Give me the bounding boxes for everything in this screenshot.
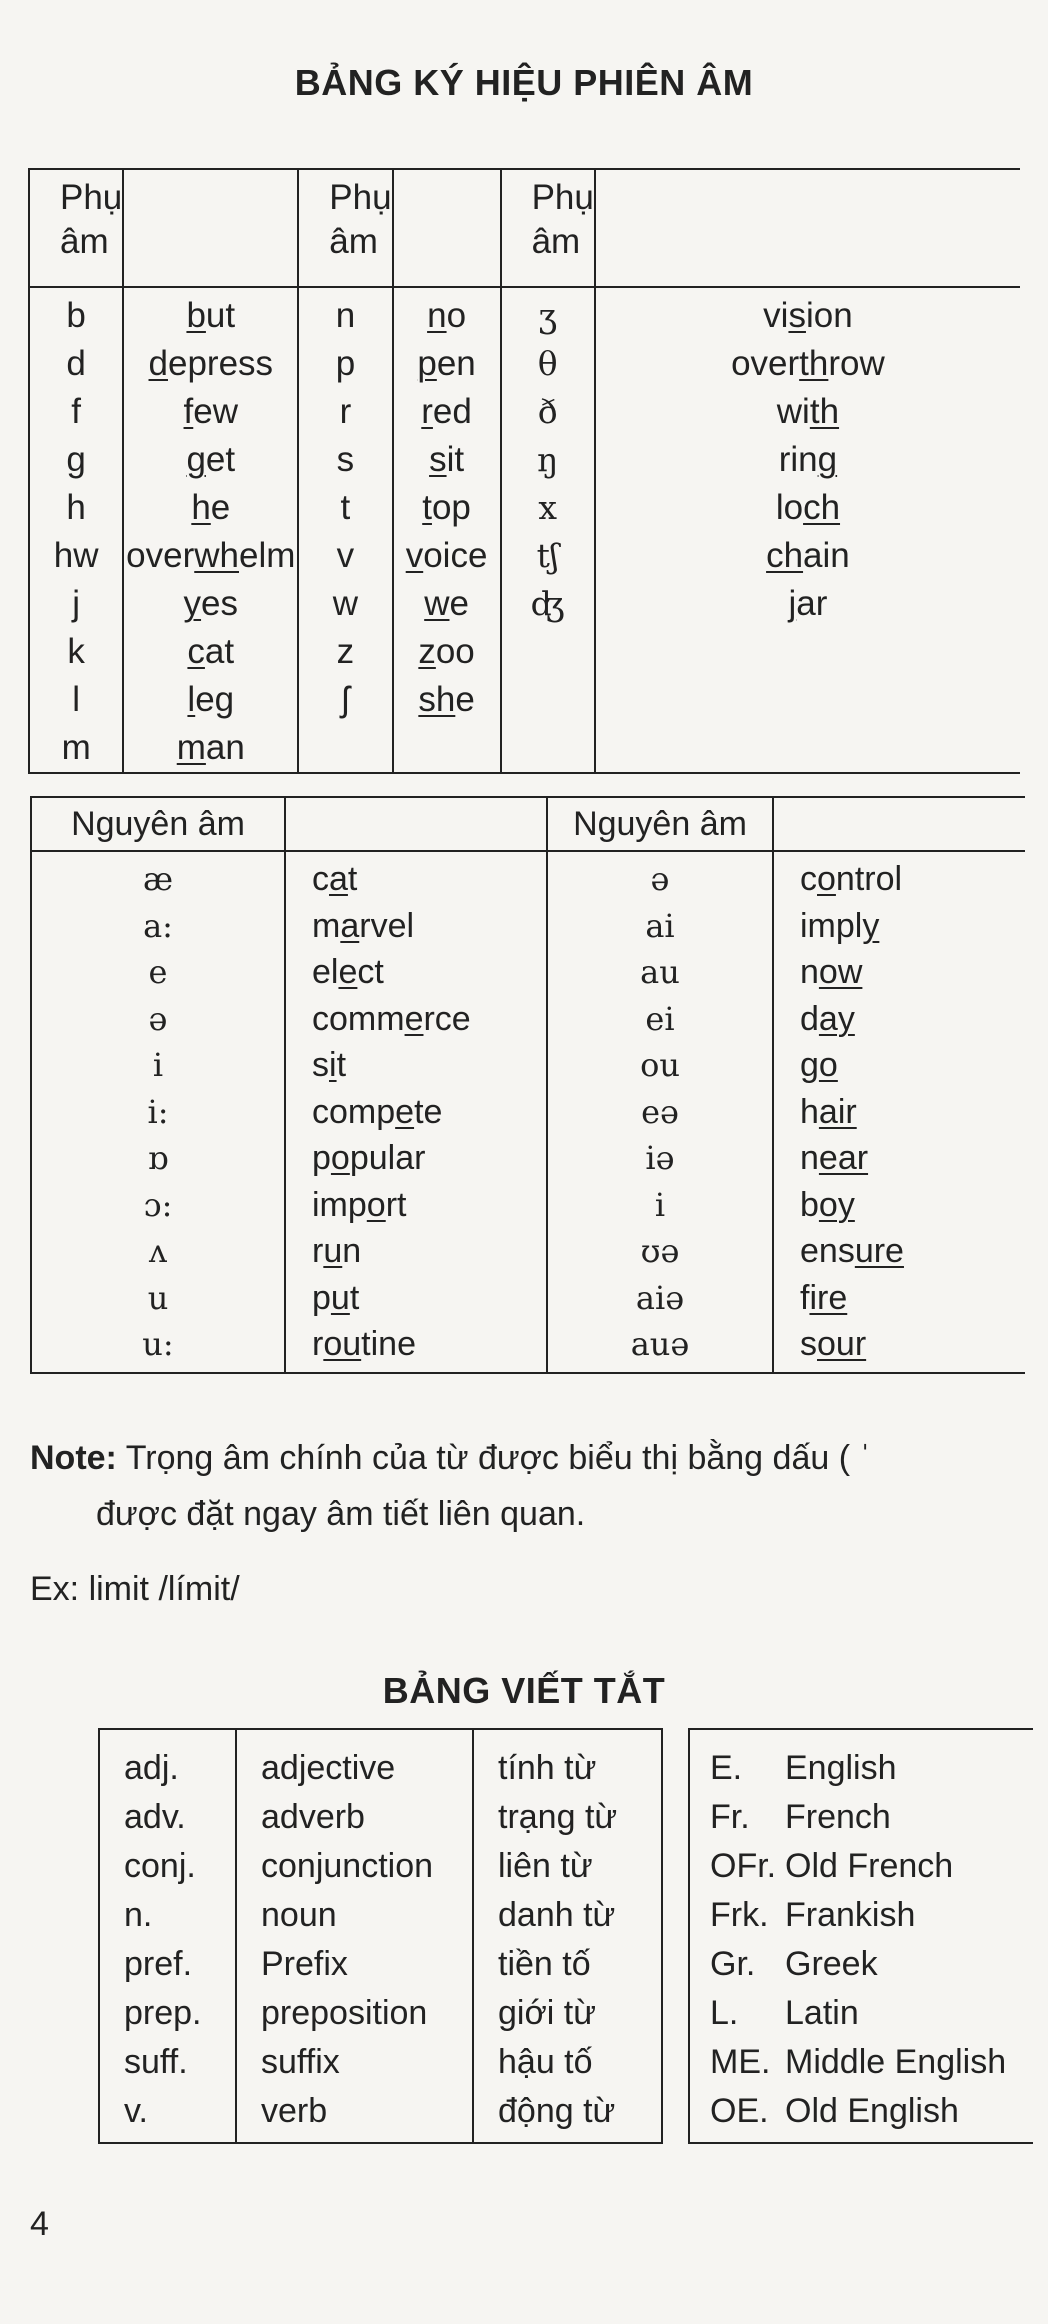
- example-underlined-part: air: [818, 1092, 857, 1131]
- consonant-header-2: Phụ âm: [298, 169, 392, 287]
- example-underlined-part: r: [421, 392, 433, 431]
- example-underlined-part: t: [422, 488, 432, 527]
- example-underlined-part: v: [405, 536, 424, 575]
- list-item: f: [71, 392, 81, 431]
- list-item: t: [340, 488, 351, 527]
- list-item: conjunction: [261, 1847, 434, 1885]
- example-word: top: [422, 488, 471, 527]
- example-underlined-part: m: [176, 728, 206, 767]
- list-item: aiə: [635, 1278, 685, 1317]
- example-word: ring: [778, 440, 838, 479]
- example-underlined-part: l: [187, 680, 196, 719]
- list-item: i: [654, 1185, 666, 1224]
- list-item: k: [67, 632, 85, 671]
- list-item: ð: [537, 392, 558, 431]
- note-line-1: Trọng âm chính của từ được biểu thị bằng dấu ( ˈ: [125, 1439, 871, 1477]
- list-item: tính từ: [498, 1749, 597, 1787]
- list-item: r: [339, 392, 352, 431]
- list-item: liên từ: [498, 1847, 593, 1885]
- example-word: sour: [800, 1325, 867, 1363]
- list-item: adjective: [261, 1749, 396, 1787]
- list-item: OFr.: [710, 1847, 777, 1885]
- example-underlined-part: j: [788, 584, 797, 623]
- example-word: jar: [788, 584, 828, 623]
- example-word: cat: [312, 860, 358, 898]
- example-underlined-part: s: [429, 440, 447, 479]
- example-word: few: [183, 392, 239, 431]
- list-item: x: [538, 488, 558, 527]
- list-item: n: [335, 296, 356, 335]
- list-item: trạng từ: [498, 1798, 618, 1836]
- example-underlined-part: w: [424, 584, 450, 623]
- list-item: conj.: [124, 1847, 196, 1885]
- list-item: Old English: [785, 2092, 959, 2130]
- example-word: vision: [763, 296, 853, 335]
- consonant-symbols-2: [298, 287, 392, 773]
- example-word: overthrow: [731, 344, 885, 383]
- example-word: sit: [429, 440, 465, 479]
- page-number: 4: [30, 2205, 49, 2243]
- language-name-column: [781, 1729, 1033, 2143]
- list-item: θ: [537, 344, 558, 383]
- example-underlined-part: p: [417, 344, 437, 383]
- list-item: ə: [148, 999, 168, 1038]
- example-underlined-part: a: [340, 906, 360, 945]
- example-underlined-part: ure: [854, 1232, 904, 1270]
- consonant-examples-2: [393, 287, 501, 773]
- list-item: noun: [261, 1896, 337, 1934]
- example-underlined-part: e: [338, 953, 358, 991]
- example-word: chain: [766, 536, 850, 575]
- list-item: auə: [630, 1325, 690, 1363]
- example-word: imply: [800, 906, 880, 945]
- abbr-short-column: [99, 1729, 236, 2143]
- vowel-examples-2: [773, 851, 1025, 1373]
- consonant-symbols-3: [501, 287, 595, 773]
- language-table: [688, 1728, 1033, 2144]
- example-word: we: [424, 584, 469, 623]
- example-underlined-part: n: [427, 296, 447, 335]
- list-item: b: [66, 296, 86, 335]
- list-item: Latin: [785, 1994, 859, 2032]
- list-item: ʒ: [538, 296, 558, 335]
- vowel-examples-1: [285, 851, 547, 1373]
- example-word: depress: [148, 344, 274, 383]
- list-item: ɒ: [147, 1139, 169, 1177]
- example-underlined-part: y: [862, 906, 880, 945]
- example-word: she: [418, 680, 475, 719]
- consonant-header-blank-3: [595, 169, 1020, 287]
- list-item: i:: [147, 1092, 169, 1131]
- list-item: au: [640, 953, 680, 991]
- example-underlined-part: a: [329, 860, 348, 898]
- abbreviation-table-title: BẢNG VIẾT TẮT: [382, 1670, 666, 1711]
- example-word: now: [800, 953, 863, 991]
- consonant-table: [28, 168, 1020, 774]
- list-item: v.: [124, 2092, 148, 2130]
- example-word: elect: [312, 953, 384, 991]
- list-item: ʃ: [341, 680, 350, 719]
- list-item: động từ: [498, 2092, 616, 2130]
- example-underlined-part: o: [330, 1139, 350, 1177]
- example-underlined-part: e: [395, 1092, 415, 1131]
- list-item: Middle English: [785, 2043, 1007, 2081]
- consonant-examples-3: [595, 287, 1020, 773]
- vowel-symbols-1: [31, 851, 285, 1373]
- list-item: w: [332, 584, 359, 623]
- example-underlined-part: i: [329, 1046, 337, 1084]
- list-item: tiền tố: [498, 1945, 591, 1983]
- list-item: OE.: [710, 2092, 769, 2130]
- consonant-header-3: Phụ âm: [501, 169, 595, 287]
- list-item: n.: [124, 1896, 153, 1934]
- example-underlined-part: sh: [418, 680, 456, 719]
- vowel-header-1: Nguyên âm: [31, 797, 285, 851]
- list-item: j: [72, 584, 81, 623]
- list-item: Fr.: [710, 1798, 750, 1836]
- list-item: English: [785, 1749, 897, 1787]
- example-word: overwhelm: [126, 536, 296, 575]
- example-underlined-part: b: [186, 296, 206, 335]
- example-word: import: [312, 1185, 407, 1224]
- vowel-symbols-2: [547, 851, 773, 1373]
- list-item: tʃ: [536, 536, 559, 575]
- list-item: verb: [261, 2092, 328, 2130]
- list-item: L.: [710, 1994, 739, 2032]
- list-item: danh từ: [498, 1896, 616, 1934]
- example-word: man: [176, 728, 245, 767]
- list-item: giới từ: [498, 1994, 596, 2032]
- vowel-table: [30, 796, 1025, 1374]
- list-item: eə: [641, 1092, 679, 1131]
- list-item: ʊə: [640, 1232, 680, 1270]
- example-word: get: [186, 440, 236, 479]
- example-word: sit: [312, 1046, 347, 1084]
- example-underlined-part: z: [418, 632, 436, 671]
- example-word: run: [312, 1232, 362, 1270]
- example-word: leg: [187, 680, 235, 719]
- note-paragraph: [30, 1430, 1030, 1542]
- example-underlined-part: th: [799, 344, 829, 383]
- example-underlined-part: c: [187, 632, 205, 671]
- list-item: z: [336, 632, 355, 671]
- example-underlined-part: ay: [818, 999, 855, 1038]
- list-item: adj.: [124, 1749, 179, 1787]
- list-item: v: [336, 536, 355, 575]
- abbr-english-column: [236, 1729, 473, 2143]
- list-item: hậu tố: [498, 2043, 593, 2081]
- list-item: a:: [143, 906, 173, 945]
- list-item: ai: [645, 906, 675, 945]
- list-item: adverb: [261, 1798, 365, 1836]
- example-word: marvel: [312, 906, 415, 945]
- example-word: loch: [775, 488, 841, 527]
- example-underlined-part: ch: [803, 488, 841, 527]
- example-underlined-part: ow: [818, 953, 863, 991]
- list-item: d: [66, 344, 86, 383]
- list-item: ʤ: [530, 584, 565, 623]
- example-underlined-part: th: [809, 392, 840, 431]
- example-underlined-part: wh: [194, 536, 239, 575]
- example-underlined-part: our: [817, 1325, 867, 1363]
- list-item: ei: [645, 999, 675, 1038]
- list-item: s: [336, 440, 355, 479]
- example-word: put: [312, 1278, 360, 1317]
- example-underlined-part: h: [191, 488, 211, 527]
- list-item: Greek: [785, 1945, 878, 1983]
- example-underlined-part: u: [330, 1278, 350, 1317]
- example-word: near: [800, 1139, 869, 1177]
- example-underlined-part: ear: [818, 1139, 869, 1177]
- example-word: but: [186, 296, 236, 335]
- example-underlined-part: o: [818, 1046, 838, 1084]
- example-underlined-part: ou: [323, 1325, 362, 1363]
- consonant-header-blank-2: [393, 169, 501, 287]
- list-item: Prefix: [261, 1945, 348, 1983]
- consonant-header-1: Phụ âm: [29, 169, 123, 287]
- example-word: no: [427, 296, 467, 335]
- example-underlined-part: f: [183, 392, 194, 431]
- example-word: go: [800, 1046, 838, 1084]
- list-item: i: [152, 1046, 164, 1084]
- list-item: Frankish: [785, 1896, 916, 1934]
- list-item: ou: [640, 1046, 680, 1084]
- list-item: Gr.: [710, 1945, 756, 1983]
- example-word: voice: [405, 536, 488, 575]
- list-item: m: [61, 728, 91, 767]
- example-word: fire: [800, 1278, 848, 1317]
- list-item: suffix: [261, 2043, 340, 2081]
- list-item: e: [148, 953, 168, 991]
- consonant-examples-1: [123, 287, 298, 773]
- example-underlined-part: e: [404, 999, 424, 1038]
- list-item: suff.: [124, 2043, 188, 2081]
- list-item: ŋ: [537, 440, 559, 479]
- example-underlined-part: u: [323, 1232, 343, 1270]
- example-word: pen: [417, 344, 476, 383]
- list-item: ə: [650, 860, 670, 898]
- list-item: E.: [710, 1749, 743, 1787]
- example-word: he: [191, 488, 231, 527]
- example-word: day: [800, 999, 855, 1038]
- list-item: hw: [53, 536, 99, 575]
- example-underlined-part: d: [148, 344, 168, 383]
- list-item: æ: [142, 860, 174, 898]
- vowel-header-blank-1: [285, 797, 547, 851]
- example-underlined-part: g: [817, 440, 838, 479]
- vowel-header-blank-2: [773, 797, 1025, 851]
- example-line: Ex: limit /límit/: [30, 1570, 240, 1608]
- example-word: red: [421, 392, 472, 431]
- example-underlined-part: g: [186, 440, 206, 479]
- example-word: routine: [312, 1325, 416, 1363]
- list-item: p: [335, 344, 356, 383]
- example-underlined-part: oy: [818, 1185, 855, 1224]
- list-item: l: [72, 680, 81, 719]
- list-item: ɔ:: [143, 1185, 173, 1224]
- example-word: popular: [312, 1139, 426, 1177]
- list-item: u: [147, 1278, 169, 1317]
- example-underlined-part: y: [183, 584, 202, 623]
- list-item: h: [66, 488, 86, 527]
- example-word: yes: [183, 584, 239, 623]
- note-line-2: được đặt ngay âm tiết liên quan.: [96, 1495, 586, 1533]
- example-word: control: [800, 860, 903, 898]
- example-underlined-part: ire: [809, 1278, 848, 1317]
- list-item: prep.: [124, 1994, 202, 2032]
- example-word: boy: [800, 1185, 855, 1224]
- example-word: ensure: [800, 1232, 904, 1270]
- consonant-symbols-1: [29, 287, 123, 773]
- list-item: French: [785, 1798, 891, 1836]
- list-item: pref.: [124, 1945, 193, 1983]
- consonant-header-blank-1: [123, 169, 298, 287]
- vowel-header-2: Nguyên âm: [547, 797, 773, 851]
- example-underlined-part: s: [788, 296, 806, 335]
- list-item: Frk.: [710, 1896, 769, 1934]
- abbreviation-table: [98, 1728, 663, 2144]
- example-underlined-part: o: [366, 1185, 386, 1224]
- list-item: iə: [645, 1139, 675, 1177]
- example-word: cat: [187, 632, 235, 671]
- language-abbr-column: [689, 1729, 781, 2143]
- abbr-vietnamese-column: [473, 1729, 662, 2143]
- list-item: ME.: [710, 2043, 771, 2081]
- list-item: u:: [142, 1325, 174, 1363]
- phonetic-table-title: BẢNG KÝ HIỆU PHIÊN ÂM: [294, 62, 754, 103]
- note-label: Note:: [30, 1439, 117, 1477]
- list-item: Old French: [785, 1847, 954, 1885]
- list-item: adv.: [124, 1798, 186, 1836]
- example-word: compete: [312, 1092, 443, 1131]
- list-item: ʌ: [148, 1232, 168, 1270]
- example-word: with: [776, 392, 840, 431]
- example-word: hair: [800, 1092, 857, 1131]
- example-underlined-part: ch: [766, 536, 804, 575]
- list-item: preposition: [261, 1994, 428, 2032]
- example-word: zoo: [418, 632, 475, 671]
- list-item: g: [66, 440, 86, 479]
- example-word: commerce: [312, 999, 471, 1038]
- example-underlined-part: o: [817, 860, 836, 898]
